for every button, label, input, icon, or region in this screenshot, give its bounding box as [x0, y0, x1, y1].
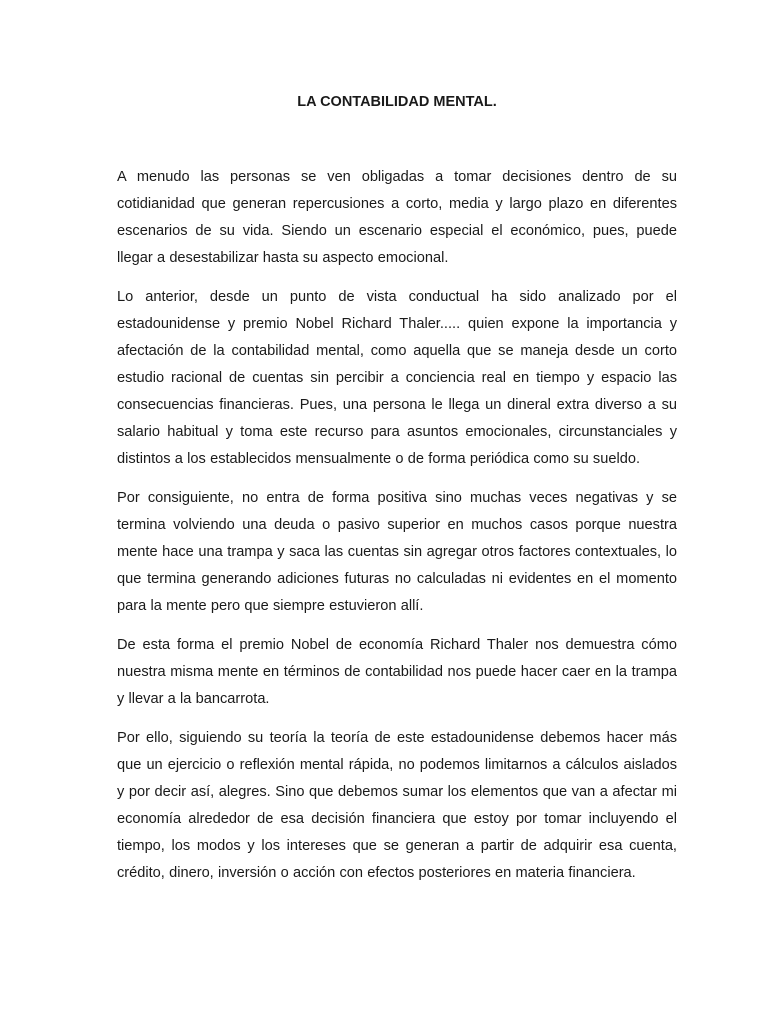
paragraph-5: Por ello, siguiendo su teoría la teoría de este estadounidense debemos hacer más que un ejercicio o reflexión mental rápida, no podemos limitarnos a cálculos aislados y por decir así, alegres. Sino que debemos sumar los elementos que van a afectar mi economía alrededor de esa decisión financiera que estoy por tomar incluyendo el tiempo, los modos y los intereses que se generan a partir de adquirir esa cuenta, crédito, dinero, inversión o acción con efectos posteriores en materia financiera.: [117, 730, 677, 881]
document-body: [117, 164, 677, 899]
paragraph-3: Por consiguiente, no entra de forma positiva sino muchas veces negativas y se termina volviendo una deuda o pasivo superior en muchos casos porque nuestra mente hace una trampa y saca las cuentas sin agregar otros factores contextuales, lo que termina generando adiciones futuras no calculadas ni evidentes en el momento para la mente pero que siempre estuvieron allí.: [117, 490, 677, 614]
document-title: LA CONTABILIDAD MENTAL.: [297, 94, 497, 110]
paragraph-1: A menudo las personas se ven obligadas a tomar decisiones dentro de su cotidianidad que generan repercusiones a corto, media y largo plazo en diferentes escenarios de su vida. Siendo un escenario especial el económico, pues, puede llegar a desestabilizar hasta su aspecto emocional.: [117, 169, 677, 266]
paragraph-4: De esta forma el premio Nobel de economía Richard Thaler nos demuestra cómo nuestra misma mente en términos de contabilidad nos puede hacer caer en la trampa y llevar a la bancarrota.: [117, 637, 677, 707]
paragraph-2: Lo anterior, desde un punto de vista conductual ha sido analizado por el estadounidense y premio Nobel Richard Thaler..... quien expone la importancia y afectación de la contabilidad mental, como aquella que se maneja desde un corto estudio racional de cuentas sin percibir a conciencia real en tiempo y espacio las consecuencias financieras. Pues, una persona le llega un dineral extra diverso a su salario habitual y toma este recurso para asuntos emocionales, circunstanciales y distintos a los establecidos mensualmente o de forma periódica como su sueldo.: [117, 289, 677, 467]
